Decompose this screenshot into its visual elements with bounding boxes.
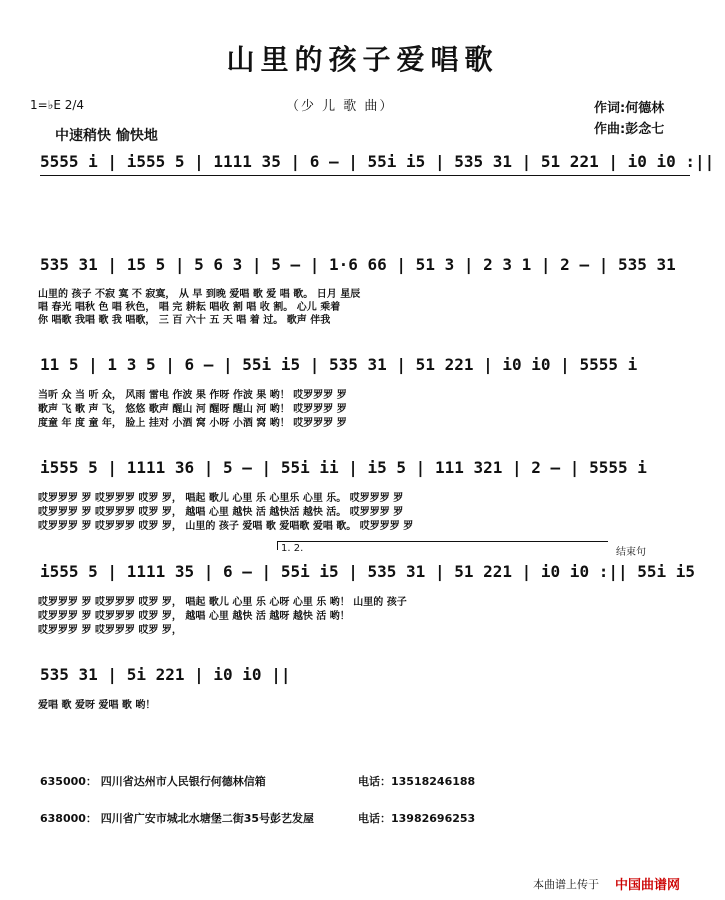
row-5-lyric-2: 哎罗罗罗 罗 哎罗罗罗 哎罗 罗， 越唱 心里 越快 活 越呀 越快 活 哟！	[38, 611, 350, 622]
volta-label: 1. 2.	[281, 543, 304, 554]
notation-row-3: 11 5 | 1 3 5 | 6 – | 55i i5 | 535 31 | 51 221 | i0 i0 | 5555 i	[40, 355, 638, 374]
row-5-lyric-1: 哎罗罗罗 罗 哎罗罗罗 哎罗 罗， 唱起 歌儿 心里 乐 心呀 心里 乐 哟！ 山里的 孩子	[38, 597, 407, 608]
row-5-lyric-3: 哎罗罗罗 罗 哎罗罗罗 哎罗 罗，	[38, 625, 182, 636]
notation-row-2: 535 31 | 15 5 | 5 6 3 | 5 – | 1·6 66 | 51 3 | 2 3 1 | 2 – | 535 31	[40, 255, 676, 274]
footer-address-1: 635000： 四川省达州市人民银行何德林信箱	[40, 775, 266, 788]
composer-credit: 作曲:彭念七	[594, 122, 665, 137]
row-2-lyric-3: 你 唱歌 我唱 歌 我 唱歌， 三 百 六十 五 天 唱 着 过。 歌声 伴我	[38, 315, 331, 326]
footer-address-2: 638000： 四川省广安市城北水塘堡二街35号彭艺发屋	[40, 812, 315, 825]
row-1-underline	[40, 175, 690, 176]
row-3-lyric-3: 度童 年 度 童 年， 脸上 挂对 小酒 窝 小呀 小酒 窝 哟！ 哎罗罗罗 罗	[38, 418, 347, 429]
site-logo[interactable]: 中国曲谱网	[615, 878, 681, 893]
uploader-label: 本曲谱上传于	[533, 878, 599, 891]
notation-row-4: i555 5 | 1111 36 | 5 – | 55i ii | i5 5 | 111 321 | 2 – | 5555 i	[40, 458, 647, 477]
footer-phone-2: 电话：13982696253	[358, 812, 476, 825]
row-4-lyric-2: 哎罗罗罗 罗 哎罗罗罗 哎罗 罗， 越唱 心里 越快 活 越快活 越快 活。 哎罗罗罗 罗	[38, 507, 404, 518]
song-subtitle: （少 儿 歌 曲）	[286, 99, 395, 114]
notation-row-6: 535 31 | 5i 221 | i0 i0 ||	[40, 665, 291, 684]
row-2-lyric-1: 山里的 孩子 不寂 寞 不 寂寞， 从 早 到晚 爱唱 歌 爱 唱 歌。 日月 星辰	[38, 289, 361, 300]
row-2-lyric-2: 唱 春光 唱秋 色 唱 秋色， 唱 完 耕耘 唱收 割 唱 收 割。 心儿 乘着	[38, 302, 341, 313]
row-6-lyric-1: 爱唱 歌 爱呀 爱唱 歌 哟！	[38, 700, 156, 711]
coda-label: 结束句	[616, 547, 646, 558]
row-3-lyric-1: 当听 众 当 听 众， 风雨 雷电 作波 果 作呀 作波 果 哟！ 哎罗罗罗 罗	[38, 390, 347, 401]
volta-bracket	[277, 541, 608, 550]
notation-row-1: 5555 i | i555 5 | 1111 35 | 6 – | 55i i5 | 535 31 | 51 221 | i0 i0 :||	[40, 152, 715, 171]
tempo-marking: 中速稍快 愉快地	[55, 128, 158, 144]
row-4-lyric-1: 哎罗罗罗 罗 哎罗罗罗 哎罗 罗， 唱起 歌儿 心里 乐 心里乐 心里 乐。 哎罗罗罗 罗	[38, 493, 404, 504]
lyricist-credit: 作词:何德林	[594, 101, 665, 116]
row-3-lyric-2: 歌声 飞 歌 声 飞， 悠悠 歌声 醒山 河 醒呀 醒山 河 哟！ 哎罗罗罗 罗	[38, 404, 347, 415]
footer-phone-1: 电话：13518246188	[358, 775, 476, 788]
key-signature: 1=♭E 2/4	[30, 98, 85, 112]
song-title: 山里的孩子爱唱歌	[226, 43, 499, 76]
row-4-lyric-3: 哎罗罗罗 罗 哎罗罗罗 哎罗 罗， 山里的 孩子 爱唱 歌 爱唱歌 爱唱 歌。 哎罗罗罗 罗	[38, 521, 414, 532]
notation-row-5: i555 5 | 1111 35 | 6 – | 55i i5 | 535 31 | 51 221 | i0 i0 :|| 55i i5	[40, 562, 696, 581]
